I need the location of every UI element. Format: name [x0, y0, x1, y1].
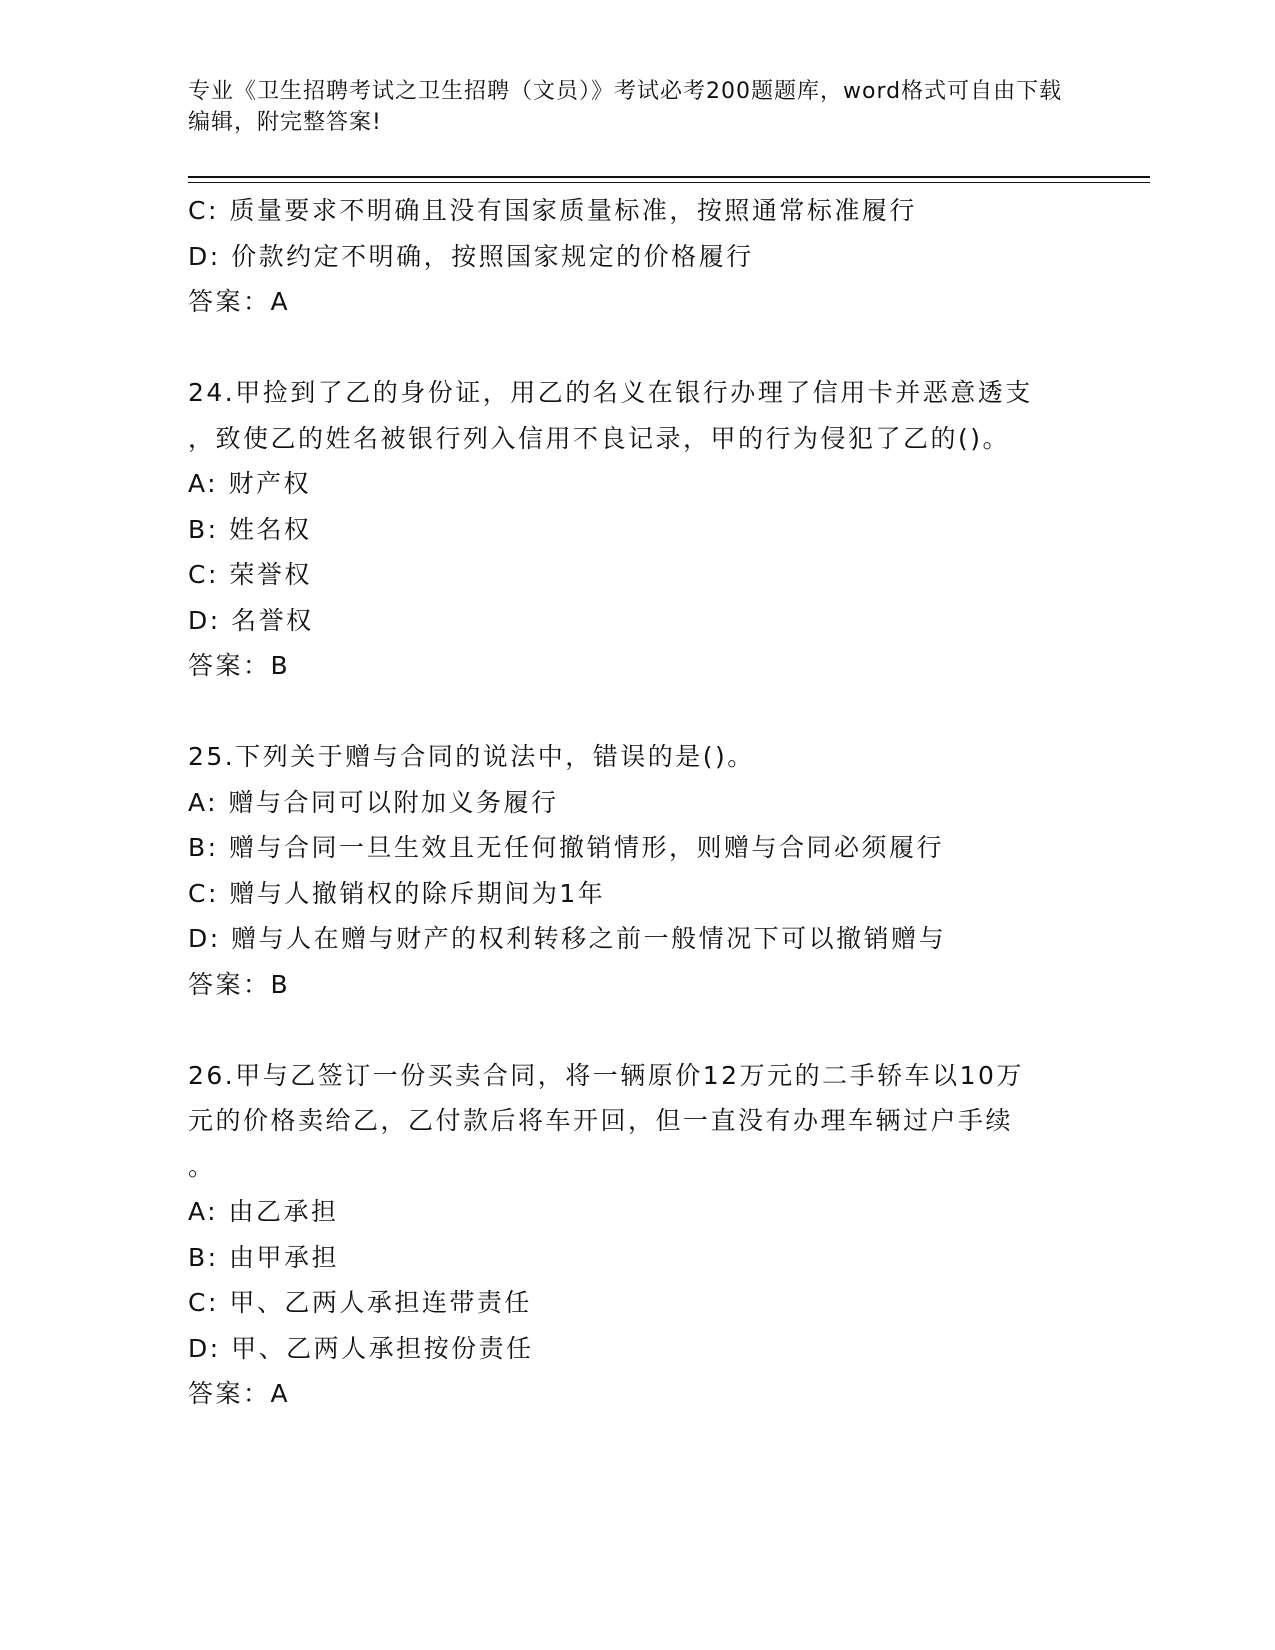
option-d: D: 价款约定不明确，按照国家规定的价格履行 [188, 241, 754, 271]
header-rule-thick [188, 176, 1150, 178]
answer-line: 答案：B [188, 651, 291, 680]
question-block-26 [188, 1053, 1088, 1417]
answer-line: 答案：A [188, 1379, 291, 1408]
option-d: D: 名誉权 [188, 605, 314, 635]
option-a: A: 由乙承担 [188, 1197, 339, 1226]
block-spacer [188, 325, 1088, 371]
question-stem: 26.甲与乙签订一份买卖合同，将一辆原价12万元的二手轿车以10万 [188, 1060, 1024, 1090]
option-d: D: 赠与人在赠与财产的权利转移之前一般情况下可以撤销赠与 [188, 924, 947, 953]
question-stem: 24.甲捡到了乙的身份证，用乙的名义在银行办理了信用卡并恶意透支 [188, 378, 1033, 407]
question-stem-continued: ，致使乙的姓名被银行列入信用不良记录，甲的行为侵犯了乙的()。 [188, 423, 1011, 453]
option-c: C: 甲、乙两人承担连带责任 [188, 1288, 532, 1317]
document-header: 专业《卫生招聘考试之卫生招聘（文员）》考试必考200题题库，word格式可自由下载编辑，附完整答案! [188, 79, 1063, 135]
question-block-25 [188, 734, 1088, 1007]
question-block-24 [188, 370, 1088, 689]
option-d: D: 甲、乙两人承担按份责任 [188, 1333, 534, 1363]
option-a: A: 财产权 [188, 469, 312, 498]
option-c: C: 赠与人撤销权的除斥期间为1年 [188, 878, 606, 908]
answer-line: 答案：A [188, 287, 291, 316]
header-rule-thin [188, 182, 1150, 183]
question-block-partial [188, 188, 1088, 325]
block-spacer [188, 1007, 1088, 1053]
question-content [188, 188, 1088, 1417]
block-spacer [188, 689, 1088, 735]
answer-line: 答案：B [188, 969, 291, 999]
option-a: A: 赠与合同可以附加义务履行 [188, 787, 559, 817]
option-c: C: 荣誉权 [188, 560, 312, 589]
question-stem-continued: 。 [188, 1151, 216, 1181]
option-c: C: 质量要求不明确且没有国家质量标准，按照通常标准履行 [188, 196, 917, 225]
question-stem-continued: 元的价格卖给乙，乙付款后将车开回，但一直没有办理车辆过户手续 [188, 1106, 1014, 1135]
option-b: B: 姓名权 [188, 514, 312, 544]
question-stem: 25.下列关于赠与合同的说法中，错误的是()。 [188, 742, 755, 771]
option-b: B: 赠与合同一旦生效且无任何撤销情形，则赠与合同必须履行 [188, 833, 945, 862]
option-b: B: 由甲承担 [188, 1242, 340, 1272]
